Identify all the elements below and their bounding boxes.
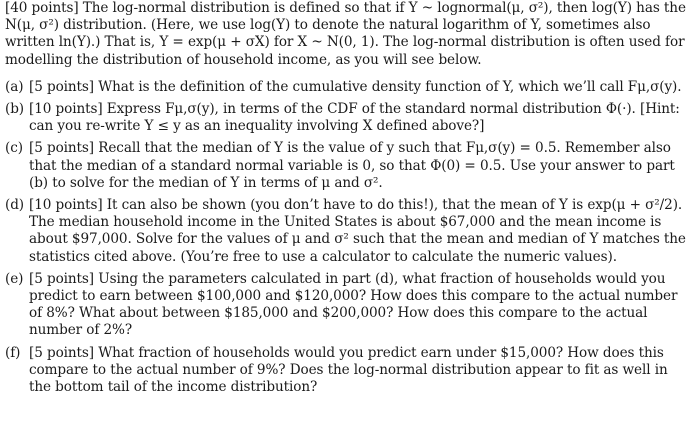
part-label: (e) — [5, 270, 24, 287]
part-f — [5, 345, 692, 397]
part-label: (c) — [5, 140, 23, 157]
part-text: [10 points] Express Fμ,σ(y), in terms of the CDF of the standard normal distribution Φ(·). [Hint: can you re-write Y ≤ y as an inequality involving X defined above?] — [29, 101, 680, 135]
problem-intro: [40 points] The log-normal distribution is defined so that if Y ~ lognormal(μ, σ²), then log(Y) has the N(μ, σ²) distribution. (Here, we use log(Y) to denote the natural logarithm of Y, sometimes also written ln(Y).) That is, Y = exp(μ + σX) for X ~ N(0, 1). The log-normal distribution is often used for modelling the distribution of household income, as you will see below. — [5, 0, 686, 68]
part-text: [5 points] Recall that the median of Y is the value of y such that Fμ,σ(y) = 0.5. Remember also that the median of a standard normal variable is 0, so that Φ(0) = 0.5. Use your answer to part (b) to solve for the median of Y in terms of μ and σ². — [29, 140, 675, 191]
part-a — [5, 79, 692, 96]
problem-parts-list — [5, 79, 692, 396]
part-label: (b) — [5, 101, 25, 118]
part-text: [5 points] What fraction of households would you predict earn under $15,000? How does this compare to the actual number of 9%? Does the log-normal distribution appear to fit as well in the bottom tail of the income distribution? — [29, 344, 668, 396]
part-label: (f) — [5, 344, 21, 361]
part-text: [5 points] What is the definition of the cumulative density function of Y, which we’ll call Fμ,σ(y). — [29, 78, 682, 95]
part-label: (d) — [5, 197, 25, 214]
part-label: (a) — [5, 78, 24, 95]
part-e — [5, 271, 692, 340]
part-b — [5, 101, 692, 135]
part-text: [10 points] It can also be shown (you don’t have to do this!), that the mean of Y is exp(μ + σ²/2). The median household income in the United States is about $67,000 and the mean income is about $97,000. Solve for the values of μ and σ² such that the mean and median of Y matches the statistics cited above. (You’re free to use a calculator to calculate the numeric values). — [29, 197, 686, 265]
part-text: [5 points] Using the parameters calculated in part (d), what fraction of households would you predict to earn between $100,000 and $120,000? How does this compare to the actual number of 8%? What about between $185,000 and $200,000? How does this compare to the actual number of 2%? — [29, 270, 678, 339]
part-d — [5, 197, 692, 266]
part-c — [5, 140, 692, 192]
